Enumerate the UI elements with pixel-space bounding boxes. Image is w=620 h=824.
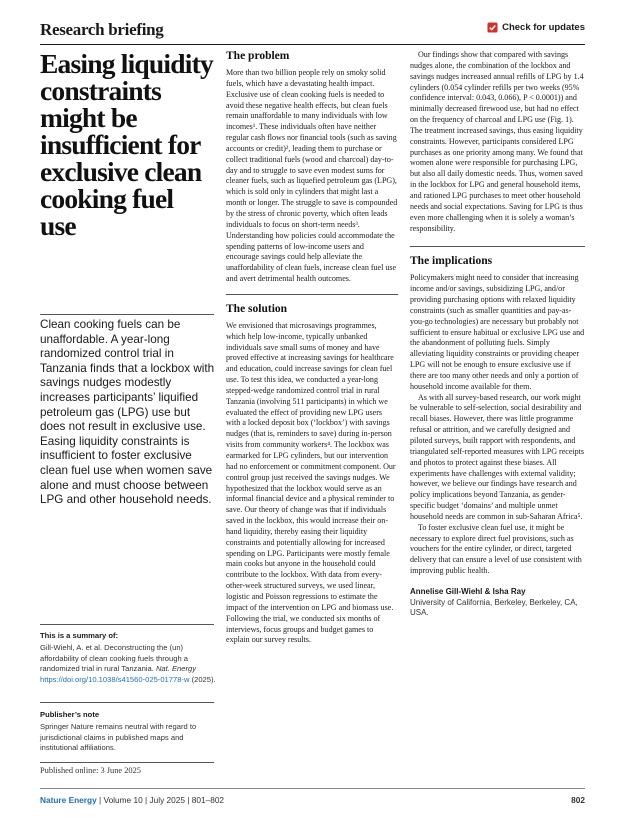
citation-text: Gill-Wiehl, A. et al. Deconstructing the (un) affordability of clean cooking fuels through a randomized trial in rural Tanzania. <box>40 643 189 674</box>
summary-citation <box>40 643 216 685</box>
page-number: 802 <box>571 795 585 805</box>
solution-paragraph: We envisioned that microsavings programmes, which help low-income, typically unbanked individuals save small sums of money and have proved effective at increasing savings for healthcare and education, could increase savings for clean fuel use. To test this idea, we conducted a year-long stepped-wedge randomized control trial in rural Tanzania (involving 511 participants) in which we evaluated the effect of providing new LPG users with a locked deposit box (‘lockbox’) with savings nudges (that is, reminders to save) during in-person visits from community workers⁴. The lockbox was earmarked for LPG cylinders, but our intervention had no enforcement or commitment component. Our control group just received the savings nudges. We hypothesized that the lockbox would serve as an informal financial device and a physical reminder to save. Our theory of change was that if individuals saved in the lockbox, this would increase their on-hand liquidity, thereby easing their liquidity constraints and potentially allowing for increased spending on LPG. Participants were mostly female main cooks but anyone in the household could contribute to the lockbox. With data from every-other-week structured surveys, we used linear, logistic and Poisson regressions to estimate the impact of the intervention on LPG and biomass use. Following the trial, we conducted six months of interviews, focus groups and budget games to explain our survey results. <box>226 320 396 645</box>
citation-journal: Nat. Energy <box>155 664 197 674</box>
findings-paragraph: Our findings show that compared with savings nudges alone, the combination of the lockbox and savings nudges increased annual refills of LPG by 1.4 cylinders (0.054 cylinder refills per two weeks (95% confidence interval: 0.043, 0.066), P < 0.0001)) and minimally decreased firewood use, but had no effect on the frequency of charcoal and LPG use (Fig. 1). The treatment increased savings, thus easing liquidity constraints. However, participants considered LPG purchases as one priority among many. We found that women alone were responsible for purchasing LPG, but also all daily domestic needs. Thus, women saved in the lockbox for LPG and general household items, and rationed LPG purchases to meet other household needs and social expectations. Saving for LPG is thus even more challenging when it is solely a woman’s responsibility. <box>410 50 584 233</box>
section-heading-solution: The solution <box>226 302 288 315</box>
implications-divider <box>410 246 585 247</box>
author-affiliation: University of California, Berkeley, Berkeley, CA, USA. <box>410 597 578 618</box>
solution-text <box>226 321 398 646</box>
footer-volume-info: | Volume 10 | July 2025 | 801–802 <box>99 795 225 805</box>
article-standfirst: Clean cooking fuels can be unaffordable. A year-long randomized control trial in Tanzania finds that a lockbox with savings nudges modestly increases participants’ liquified petroleum gas (LPG) use but does not result in exclusive use. Easing liquidity constraints is insufficient to foster exclusive clean fuel use when women save alone and must choose between LPG and other household needs. <box>40 318 215 507</box>
author-names: Annelise Gill-Wiehl & Isha Ray <box>410 586 526 596</box>
findings-text <box>410 50 585 234</box>
middle-column <box>226 50 398 646</box>
page-header <box>40 18 585 44</box>
problem-text <box>226 68 398 285</box>
article-title: Easing liquidity constraints might be insufficient for exclusive clean cooking fuel use <box>40 48 213 241</box>
implications-paragraph-1: Policymakers might need to consider that increasing income and/or savings, subsidizing LPG, and/or providing purchasing options with relaxed liquidity constraints (such as smaller quantities and pay-as-you-go technologies) are necessary but probably not sufficient to ensure habitual or exclusive LPG use and the abandonment of polluting fuels. Simply alleviating liquidity constraints or providing cheaper LPG will not be enough to ensure exclusive use if there are too many other needs and only a portion of household income available for them. <box>410 273 585 391</box>
page-footer <box>40 795 585 805</box>
citation-year: (2025). <box>191 674 216 684</box>
header-divider <box>40 44 585 45</box>
implications-paragraph-3: To foster exclusive clean fuel use, it might be necessary to explore direct fuel provisions, such as vouchers for the entire cylinder, or direct, targeted delivery that can ensure a level of use consistent with improving public health. <box>410 522 582 576</box>
author-block <box>410 587 585 619</box>
right-column <box>410 50 585 619</box>
crossmark-icon <box>487 22 498 33</box>
problem-paragraph: More than two billion people rely on smoky solid fuels, which have a devastating health impact. Exclusive use of clean cooking fuels is needed to avoid these negative health effects, but clean fuels remain unaffordable to many individuals with low incomes¹. These individuals often have neither regular cash flows nor financial tools (such as saving accounts or credit)², leading them to purchase or collect traditional fuels (wood and charcoal) day-to-day and to struggle to save even modest sums for cleaner fuels, such as liquefied petroleum gas (LPG), which is sold only in cylinders that might last a month or longer. The struggle to save is compounded by the stress of chronic poverty, which often leads individuals to focus on short-term needs³. Understanding how policies could accommodate the spending patterns of low-income users and encourage savings could help alleviate the unaffordability of clean fuels, increase clean fuel use and avert detrimental health outcomes. <box>226 68 398 284</box>
implications-text <box>410 273 585 577</box>
check-for-updates-button[interactable] <box>487 22 585 33</box>
section-heading-problem: The problem <box>226 50 290 62</box>
publishers-note-text: Springer Nature remains neutral with regard to jurisdictional claims in published maps and institutional affiliations. <box>40 722 197 753</box>
implications-paragraph-2: As with all survey-based research, our work might be vulnerable to self-selection, social desirability and recall biases. However, there was little programme refusal or attrition, and we carefully designed and piloted surveys, built rapport with respondents, and triangulated self-reported measures with LPG receipts and photos to protect against these biases. All experiments have challenges with external validity; however, we believe our findings have research and policy implications beyond Tanzania, as gender-specific budget ‘domains’ and multiple unmet household needs are common in sub-Saharan Africa⁵. <box>410 392 585 521</box>
abstract-divider <box>40 314 214 315</box>
footer-journal-name[interactable]: Nature Energy <box>40 795 97 805</box>
check-updates-label: Check for updates <box>502 22 585 33</box>
solution-divider <box>226 294 398 295</box>
summary-divider <box>40 624 214 625</box>
section-heading-implications: The implications <box>410 255 493 268</box>
publishers-note-divider <box>40 702 214 703</box>
doi-link[interactable]: https://doi.org/10.1038/s41560-025-01778-w <box>40 674 190 684</box>
published-online-date: Published online: 3 June 2025 <box>40 766 141 775</box>
published-online-divider <box>40 762 214 763</box>
footer-divider <box>40 788 585 789</box>
title-column <box>40 50 214 239</box>
publishers-note-heading: Publisher’s note <box>40 710 100 719</box>
section-label: Research briefing <box>40 20 164 39</box>
summary-heading: This is a summary of: <box>40 631 119 640</box>
